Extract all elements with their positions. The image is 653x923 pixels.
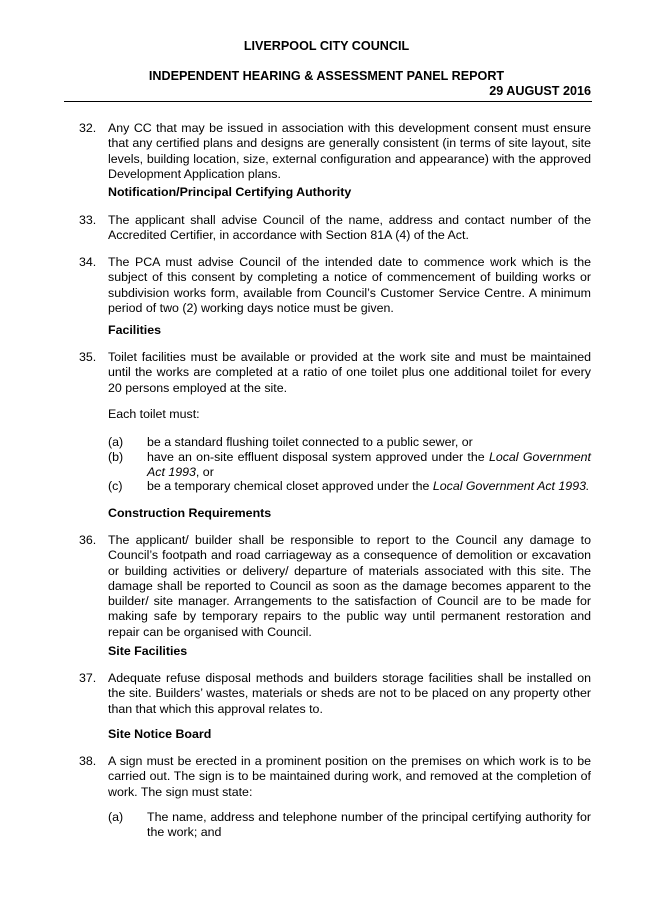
- condition-33-text: The applicant shall advise Council of the name, address and contact number of the Accredited Certifier, in accordance with Section 81A (4) of the Act.: [108, 213, 591, 243]
- section-heading-notification: Notification/Principal Certifying Authority: [108, 185, 352, 199]
- subitem-label: (b): [108, 450, 124, 464]
- subitem-label: (c): [108, 479, 123, 493]
- subitem-label: (a): [108, 435, 124, 449]
- condition-36-text: The applicant/ builder shall be responsible to report to the Council any damage to Council’s footpath and road carriageway as a consequence of demolition or excavation or building activities or delivery/ departure of materials associated with this site. The damage shall be reported to Council as soon as the damage becomes apparent to the builder/ site manager. Arrangements to the satisfaction of Council are to be made for making safe by temporary repairs to the public way until permanent restoration and repair can be organised with Council.: [108, 533, 591, 639]
- section-heading-site-facilities: Site Facilities: [108, 644, 188, 658]
- section-heading-construction: Construction Requirements: [108, 506, 272, 520]
- subitem-text-part: , or: [195, 465, 214, 480]
- condition-number: 32.: [79, 121, 97, 135]
- section-heading-notice-board: Site Notice Board: [108, 727, 212, 741]
- subitem-text-part: be a temporary chemical closet approved under the: [147, 479, 433, 493]
- condition-number: 35.: [79, 350, 97, 364]
- condition-37-text: Adequate refuse disposal methods and builders storage facilities shall be installed on the site. Builders’ wastes, materials or sheds are not to be placed on any property other than that which this approval relates to.: [108, 671, 591, 716]
- condition-number: 37.: [79, 671, 97, 685]
- condition-35-text: Toilet facilities must be available or provided at the work site and must be maintained until the works are completed at a ratio of one toilet plus one additional toilet for every 20 persons employed at the site.: [108, 350, 591, 395]
- subitem-text: [147, 479, 591, 494]
- condition-38-text: A sign must be erected in a prominent position on the premises on which work is to be carried out. The sign is to be maintained during work, and removed at the completion of work. The sign must state:: [108, 754, 591, 799]
- act-name: Local Government Act 1993: [147, 450, 592, 480]
- section-heading-facilities: Facilities: [108, 323, 162, 337]
- report-date: 29 AUGUST 2016: [489, 84, 591, 98]
- report-title: INDEPENDENT HEARING & ASSESSMENT PANEL REPORT: [148, 69, 505, 83]
- council-name: LIVERPOOL CITY COUNCIL: [243, 39, 410, 53]
- subitem-text: [147, 450, 591, 481]
- condition-number: 34.: [79, 255, 97, 269]
- subitem-text-part: have an on-site effluent disposal system approved under the: [147, 450, 489, 464]
- subitem-text: be a standard flushing toilet connected to a public sewer, or: [147, 435, 473, 449]
- toilet-intro: Each toilet must:: [108, 407, 200, 421]
- condition-32-text: Any CC that may be issued in association with this development consent must ensure that any certified plans and designs are generally consistent (in terms of site layout, site levels, building location, size, external configuration and appearance) with the approved Development Application plans.: [108, 121, 591, 181]
- condition-number: 33.: [79, 213, 97, 227]
- header-divider: [64, 101, 592, 102]
- condition-number: 38.: [79, 754, 97, 768]
- subitem-label: (a): [108, 810, 124, 824]
- subitem-text: The name, address and telephone number of the principal certifying authority for the work; and: [147, 810, 591, 840]
- act-name: Local Government Act 1993.: [432, 479, 590, 493]
- condition-34-text: The PCA must advise Council of the intended date to commence work which is the subject of this consent by completing a notice of commencement of building works or subdivision works form, available from Council’s Customer Service Centre. A minimum period of two (2) working days notice must be given.: [108, 255, 591, 315]
- condition-number: 36.: [79, 533, 97, 547]
